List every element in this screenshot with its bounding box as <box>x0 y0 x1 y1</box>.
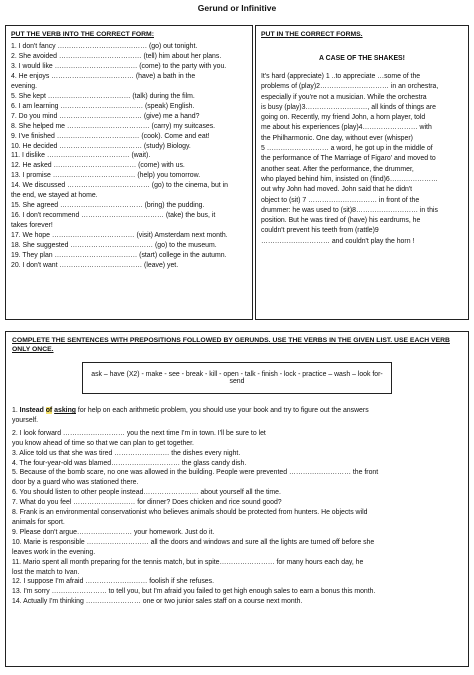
word-list-box: ask – have (X2) - make - see - break - kill - open - talk - finish - lock - practice – wash – look for- send <box>82 362 392 394</box>
example-highlight: of <box>45 407 53 414</box>
example-bold: Instead <box>19 407 46 414</box>
story-text: It's hard (appreciate) 1 ..to appreciate …some of the problems of (play)2………………………… in an orchestra, especially if you're not a musician. While the orchestra is busy (play)3………………………, all kinds of things are going on. Recently, my friend John, a horn player, told me about his experiences (play)4…………………… with the Philharmonic. One day, without ever (whisper) 5 ……………………… a word, he got up in the middle of the performance of The Marriage of Figaro' and moved to another seat. After the performance, the drummer, who played behind him, insisted on (find)6………………… out why John had moved. John said that he didn't object to (sit) 7 ………………………… in front of the drummer: he was used to (sit)8……………………… in this position. But he was tired of (have) his eardrums, he couldn't prevent his teeth from (rattle)9 ………………………… and couldn't play the horn ! <box>261 73 439 245</box>
example-sentence <box>12 406 462 426</box>
exercise-line: 15. She agreed ……………………………… (bring) the pudding. <box>11 202 205 210</box>
exercise-line: 4. He enjoys ……………………………… (have) a bath in the <box>11 72 196 80</box>
exercise-heading: PUT THE VERB INTO THE CORRECT FORM: <box>11 31 154 38</box>
exercise-line: 17. We hope ……………………………… (visit) Amsterdam next month. <box>11 232 228 240</box>
exercise-line: 16. I don't recommend ……………………………… (take) the bus, it <box>11 212 216 220</box>
page-title: Gerund or Infinitive <box>197 3 277 13</box>
example-rest: for help on each arithmetic problem, you should use your book and try to figure out the answers yourself. <box>12 407 369 424</box>
exercise-line: takes forever! <box>11 222 53 230</box>
exercise-line: evening. <box>11 82 38 90</box>
example-answer: asking <box>54 407 76 414</box>
gerund-exercise <box>5 331 469 667</box>
exercise-line: 12. He asked ……………………………… (come) with us. <box>11 162 185 170</box>
gerund-heading: COMPLETE THE SENTENCES WITH PREPOSITIONS FOLLOWED BY GERUNDS. USE THE VERBS IN THE GIVEN LIST. USE EACH VERB ONLY ONCE. <box>12 337 450 353</box>
exercise-line: 8. She helped me ……………………………… (carry) my suitcases. <box>11 122 216 130</box>
exercise-line: 7. Do you mind ……………………………… (give) me a hand? <box>11 112 200 120</box>
exercise-line: 3. I would like ……………………………… (come) to the party with you. <box>11 62 227 70</box>
verb-form-exercise <box>5 25 253 320</box>
exercise-line: 20. I don't want ……………………………… (leave) yet. <box>11 261 179 269</box>
example-number: 1. <box>12 407 20 414</box>
story-title: A CASE OF THE SHAKES! <box>319 55 405 62</box>
exercise-line: 13. I promise ……………………………… (help) you tomorrow. <box>11 172 201 180</box>
exercise-line: 14. We discussed ……………………………… (go) to the cinema, but in <box>11 182 228 190</box>
exercise-line: 11. I dislike ……………………………… (wait). <box>11 152 151 160</box>
exercise-line: 6. I am learning ……………………………… (speak) English. <box>11 102 195 110</box>
exercise-lines <box>11 42 247 271</box>
exercise-line: 1. I don't fancy ………………………………… (go) out tonight. <box>11 43 198 50</box>
story-exercise <box>255 25 469 320</box>
exercise-line: 2. She avoided ……………………………… (tell) him about her plans. <box>11 52 222 60</box>
gerund-sentences: 2. I look forward ……………………… you the next time I'm in town. I'll be sure to let you know ahead of time so that we can plan to get together. 3. Alice told us that she was tired …………………… the dishes every night. 4. The four-year-old was blamed………………………… the glass candy dish. 5. Because of the bomb scare, no one was allowed in the building. People were prevented ……………………… the front door by a guard who was stationed there. 6. You should listen to other people instead…………………… about yourself all the time. 7. What do you feel ……………………… for dinner? Does chicken and rice sound good? 8. Frank is an environmental conservationist who believes animals should be protected from hunters. He objects wild animals for sport. 9. Please don't argue…………………… your homework. Just do it. 10. Marie is responsible ……………………… all the doors and windows and sure all the lights are turned off before she leaves work in the evening. 11. Mario spent all month preparing for the tennis match, but in spite…………………… for many hours each day, he lost the match to Ivan. 12. I suppose I'm afraid ……………………… foolish if she refuses. 13. I'm sorry …………………… to tell you, but I'm afraid you failed to get high enough sales to earn a bonus this month. 14. Actually I'm thinking …………………… one or two junior sales staff on a course next month. <box>12 429 379 606</box>
exercise-line: 19. They plan ……………………………… (start) college in the autumn. <box>11 252 227 260</box>
exercise-line: the end, we stayed at home. <box>11 192 98 200</box>
exercise-line: 10. He decided ……………………………… (study) Biology. <box>11 142 191 150</box>
story-heading: PUT IN THE CORRECT FORMS. <box>261 31 363 38</box>
exercise-line: 18. She suggested ……………………………… (go) to the museum. <box>11 242 217 250</box>
exercise-line: 9. I've finished ……………………………… (cook). Come and eat! <box>11 132 210 140</box>
exercise-line: 5. She kept ……………………………… (talk) during the film. <box>11 92 195 100</box>
